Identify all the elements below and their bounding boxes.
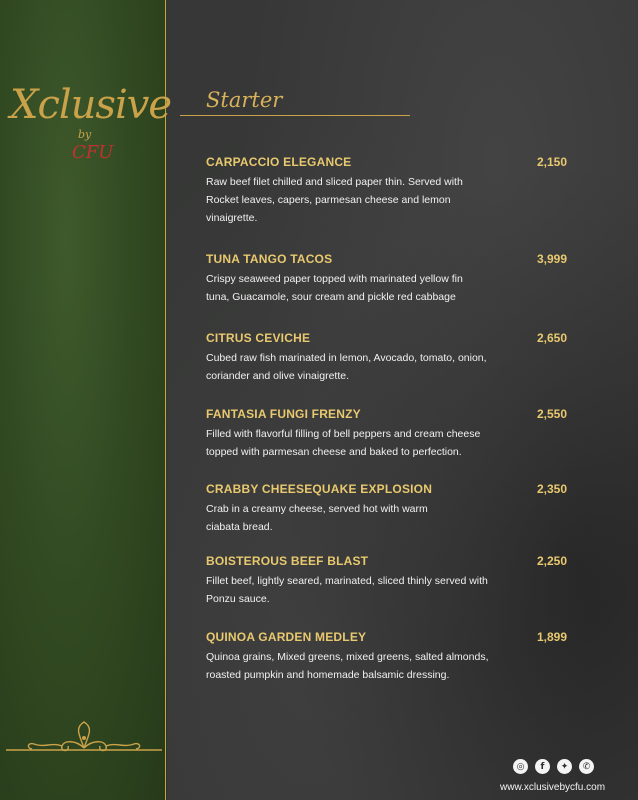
whatsapp-icon[interactable]: ✆ (579, 759, 594, 774)
desc-line: tuna, Guacamole, sour cream and pickle red cabbage (206, 291, 456, 303)
title-underline (180, 115, 410, 116)
desc-line: Filled with flavorful filling of bell peppers and cream cheese (206, 428, 481, 440)
desc-line: Rocket leaves, capers, parmesan cheese and lemon (206, 194, 451, 206)
twitter-icon[interactable]: ✦ (557, 759, 572, 774)
item-price: 3,999 (537, 252, 568, 266)
item-name: TUNA TANGO TACOS (206, 252, 333, 266)
desc-line: Crab in a creamy cheese, served hot with warm (206, 503, 428, 515)
item-description (206, 648, 526, 684)
logo-cfu: CFU (72, 142, 114, 163)
item-price: 2,650 (537, 331, 568, 345)
item-description (206, 349, 526, 385)
facebook-icon[interactable]: f (535, 759, 550, 774)
desc-line: Fillet beef, lightly seared, marinated, sliced thinly served with (206, 575, 488, 587)
desc-line: roasted pumpkin and homemade balsamic dressing. (206, 669, 450, 681)
item-description (206, 173, 526, 227)
desc-line: Raw beef filet chilled and sliced paper thin. Served with (206, 176, 463, 188)
gold-ornament-icon (4, 718, 164, 758)
instagram-icon[interactable]: ◎ (513, 759, 528, 774)
desc-line: Cubed raw fish marinated in lemon, Avocado, tomato, onion, (206, 352, 487, 364)
social-links (513, 759, 594, 774)
desc-line: ciabata bread. (206, 521, 273, 533)
item-name: CITRUS CEVICHE (206, 331, 311, 345)
desc-line: topped with parmesan cheese and baked to perfection. (206, 446, 462, 458)
item-name: CARPACCIO ELEGANCE (206, 155, 352, 169)
item-description (206, 500, 526, 536)
item-price: 2,250 (537, 554, 568, 568)
desc-line: Quinoa grains, Mixed greens, mixed greens, salted almonds, (206, 651, 489, 663)
logo-by: by (78, 128, 92, 141)
logo-wordmark: Xclusive (10, 82, 172, 128)
item-description (206, 425, 526, 461)
desc-line: Ponzu sauce. (206, 593, 270, 605)
brand-logo (2, 60, 172, 170)
item-name: CRABBY CHEESEQUAKE EXPLOSION (206, 482, 433, 496)
item-price: 1,899 (537, 630, 568, 644)
item-price: 2,550 (537, 407, 568, 421)
section-title: Starter (206, 88, 283, 112)
desc-line: coriander and olive vinaigrette. (206, 370, 350, 382)
desc-line: vinaigrette. (206, 212, 258, 224)
item-price: 2,150 (537, 155, 568, 169)
item-name: FANTASIA FUNGI FRENZY (206, 407, 361, 421)
item-name: BOISTEROUS BEEF BLAST (206, 554, 369, 568)
item-price: 2,350 (537, 482, 568, 496)
website-link[interactable]: www.xclusivebycfu.com (500, 782, 606, 793)
item-name: QUINOA GARDEN MEDLEY (206, 630, 367, 644)
desc-line: Crispy seaweed paper topped with marinated yellow fin (206, 273, 463, 285)
item-description (206, 572, 526, 608)
item-description (206, 270, 526, 306)
